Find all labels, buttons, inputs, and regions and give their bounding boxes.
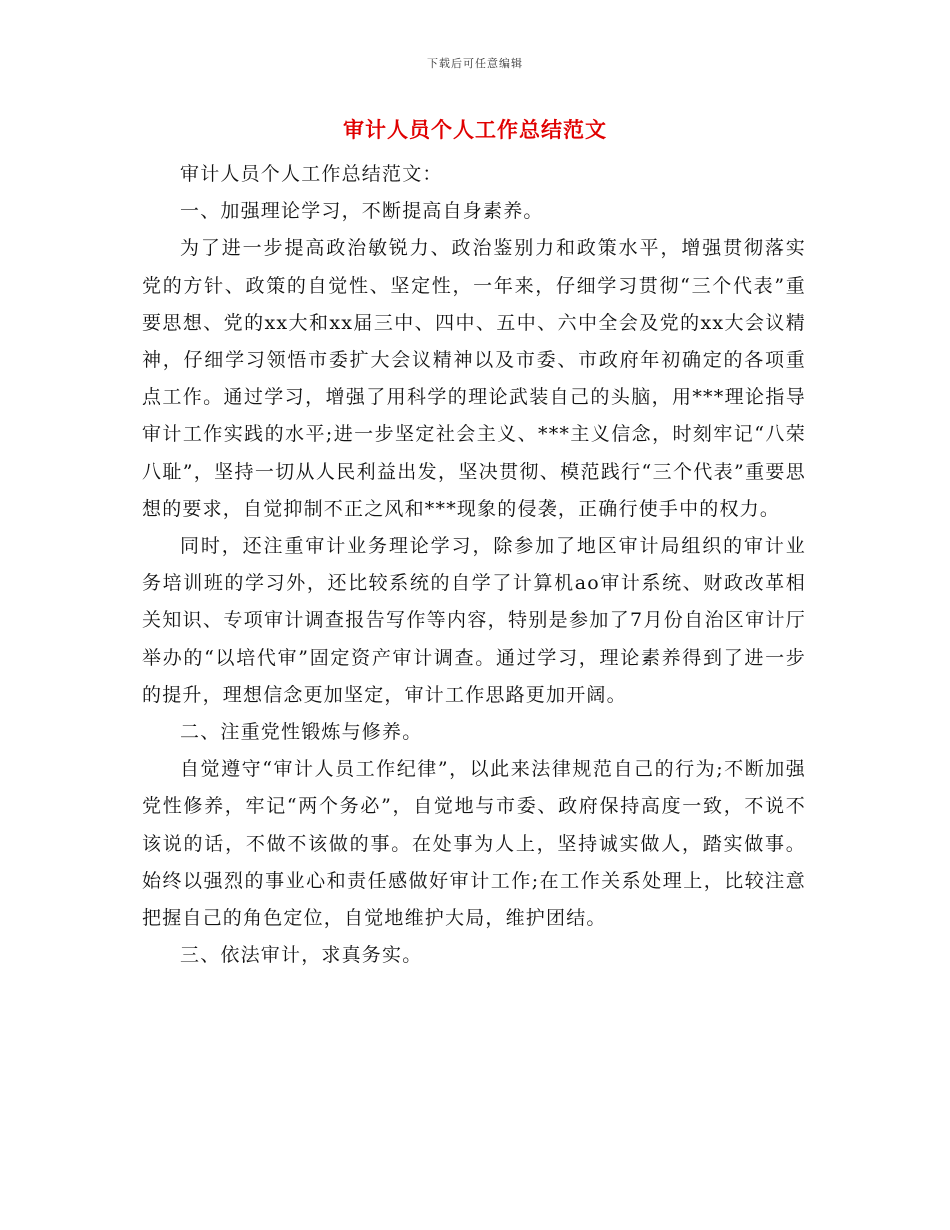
section-heading-2: 二、注重党性锻炼与修养。	[180, 721, 423, 744]
document-title: 审计人员个人工作总结范文	[343, 117, 607, 142]
paragraph-intro: 审计人员个人工作总结范文：	[180, 163, 443, 185]
paragraph-theory-study: 为了进一步提高政治敏锐力、政治鉴别力和政策水平，增强贯彻落实党的方针、政策的自觉性、坚定性，一年来，仔细学习贯彻“三个代表”重要思想、党的xx大和xx届三中、四中、五中、六中全会及党的xx大会议精神，仔细学习领悟市委扩大会议精神以及市委、市政府年初确定的各项重点工作。通过学习，增强了用科学的理论武装自己的头脑，用***理论指导审计工作实践的水平;进一步坚定社会主义、***主义信念，时刻牢记“八荣八耻”，坚持一切从人民利益出发，坚决贯彻、模范践行“三个代表”重要思想的要求，自觉抑制不正之风和***现象的侵袭，正确行使手中的权力。	[142, 237, 806, 520]
section-heading-3: 三、依法审计，求真务实。	[180, 944, 423, 967]
section-heading-1: 一、加强理论学习，不断提高自身素养。	[180, 200, 544, 223]
paragraph-business-study: 同时，还注重审计业务理论学习，除参加了地区审计局组织的审计业务培训班的学习外，还比较系统的自学了计算机ao审计系统、财政改革相关知识、专项审计调查报告写作等内容，特别是参加了7月份自治区审计厅举办的“以培代审”固定资产审计调查。通过学习，理论素养得到了进一步的提升，理想信念更加坚定，审计工作思路更加开阔。	[142, 535, 806, 706]
paragraph-party-discipline: 自觉遵守“审计人员工作纪律”，以此来法律规范自己的行为;不断加强党性修养，牢记“两个务必”，自觉地与市委、政府保持高度一致，不说不该说的话，不做不该做的事。在处事为人上，坚持诚实做人，踏实做事。始终以强烈的事业心和责任感做好审计工作;在工作关系处理上，比较注意把握自己的角色定位，自觉地维护大局，维护团结。	[142, 758, 806, 930]
header-note: 下载后可任意编辑	[427, 57, 523, 70]
document-body	[142, 156, 806, 974]
